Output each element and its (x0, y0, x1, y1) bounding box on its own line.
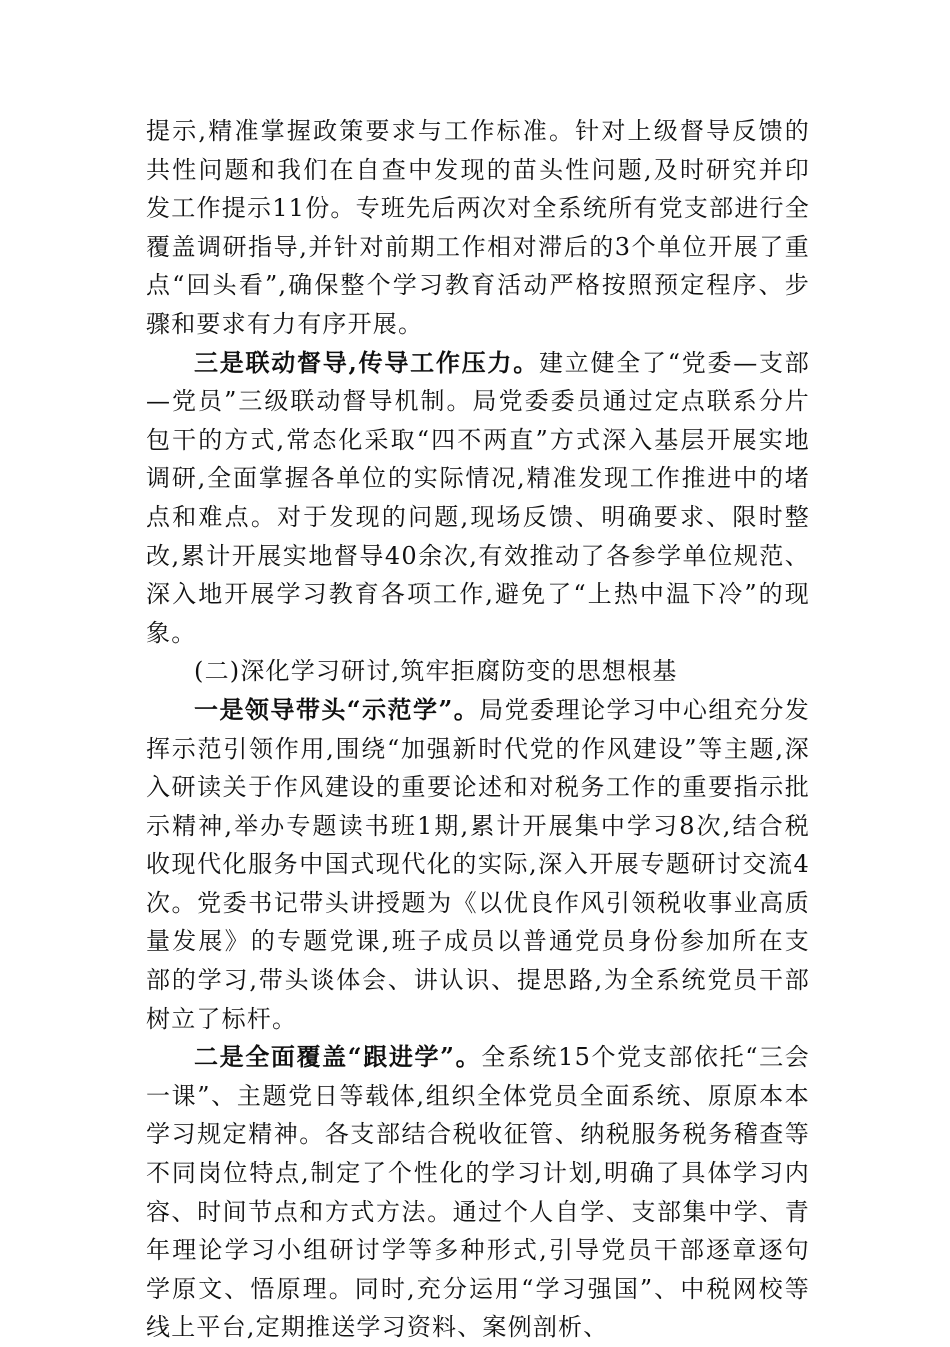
section-heading: (二)深化学习研讨,筑牢拒腐防变的思想根基 (194, 657, 678, 686)
paragraph-text: 局党委理论学习中心组充分发挥示范引领作用,围绕“加强新时代党的作风建设”等主题,深入研读关于作风建设的重要论述和对税务工作的重要指示批示精神,举办专题读书班1期,累计开展集中学习8次,结合税收现代化服务中国式现代化的实际,深入开展专题研讨交流4次。党委书记带头讲授题为《以优良作风引领税收事业高质量发展》的专题党课,班子成员以普通党员身份参加所在支部的学习,带头谈体会、讲认识、提思路,为全系统党员干部树立了标杆。 (146, 695, 810, 1033)
paragraph-full-coverage (146, 1038, 810, 1347)
paragraph-continuation (146, 112, 810, 344)
paragraph-lead: 一是领导带头“示范学”。 (194, 694, 480, 724)
paragraph-text: 建立健全了“党委—支部—党员”三级联动督导机制。局党委委员通过定点联系分片包干的方式,常态化采取“四不两直”方式深入基层开展实地调研,全面掌握各单位的实际情况,精准发现工作推进中的堵点和难点。对于发现的问题,现场反馈、明确要求、限时整改,累计开展实地督导40余次,有效推动了各参学单位规范、深入地开展学习教育各项工作,避免了“上热中温下冷”的现象。 (146, 348, 810, 647)
document-page (146, 112, 810, 1347)
paragraph-lead: 二是全面覆盖“跟进学”。 (194, 1042, 482, 1072)
paragraph-leadership-example (146, 691, 810, 1038)
paragraph-text: 全系统15个党支部依托“三会一课”、主题党日等载体,组织全体党员全面系统、原原本本学习规定精神。各支部结合税收征管、纳税服务税务稽查等不同岗位特点,制定了个性化的学习计划,明确了具体学习内容、时间节点和方式方法。通过个人自学、支部集中学、青年理论学习小组研讨学等多种形式,引导党员干部逐章逐句学原文、悟原理。同时,充分运用“学习强国”、中税网校等线上平台,定期推送学习资料、案例剖析、 (146, 1043, 810, 1342)
paragraph-text: 提示,精准掌握政策要求与工作标准。针对上级督导反馈的共性问题和我们在自查中发现的苗头性问题,及时研究并印发工作提示11份。专班先后两次对全系统所有党支部进行全覆盖调研指导,并针对前期工作相对滞后的3个单位开展了重点“回头看”,确保整个学习教育活动严格按照预定程序、步骤和要求有力有序开展。 (146, 117, 810, 338)
paragraph-lead: 三是联动督导,传导工作压力。 (194, 347, 539, 377)
paragraph-joint-supervision (146, 344, 810, 653)
